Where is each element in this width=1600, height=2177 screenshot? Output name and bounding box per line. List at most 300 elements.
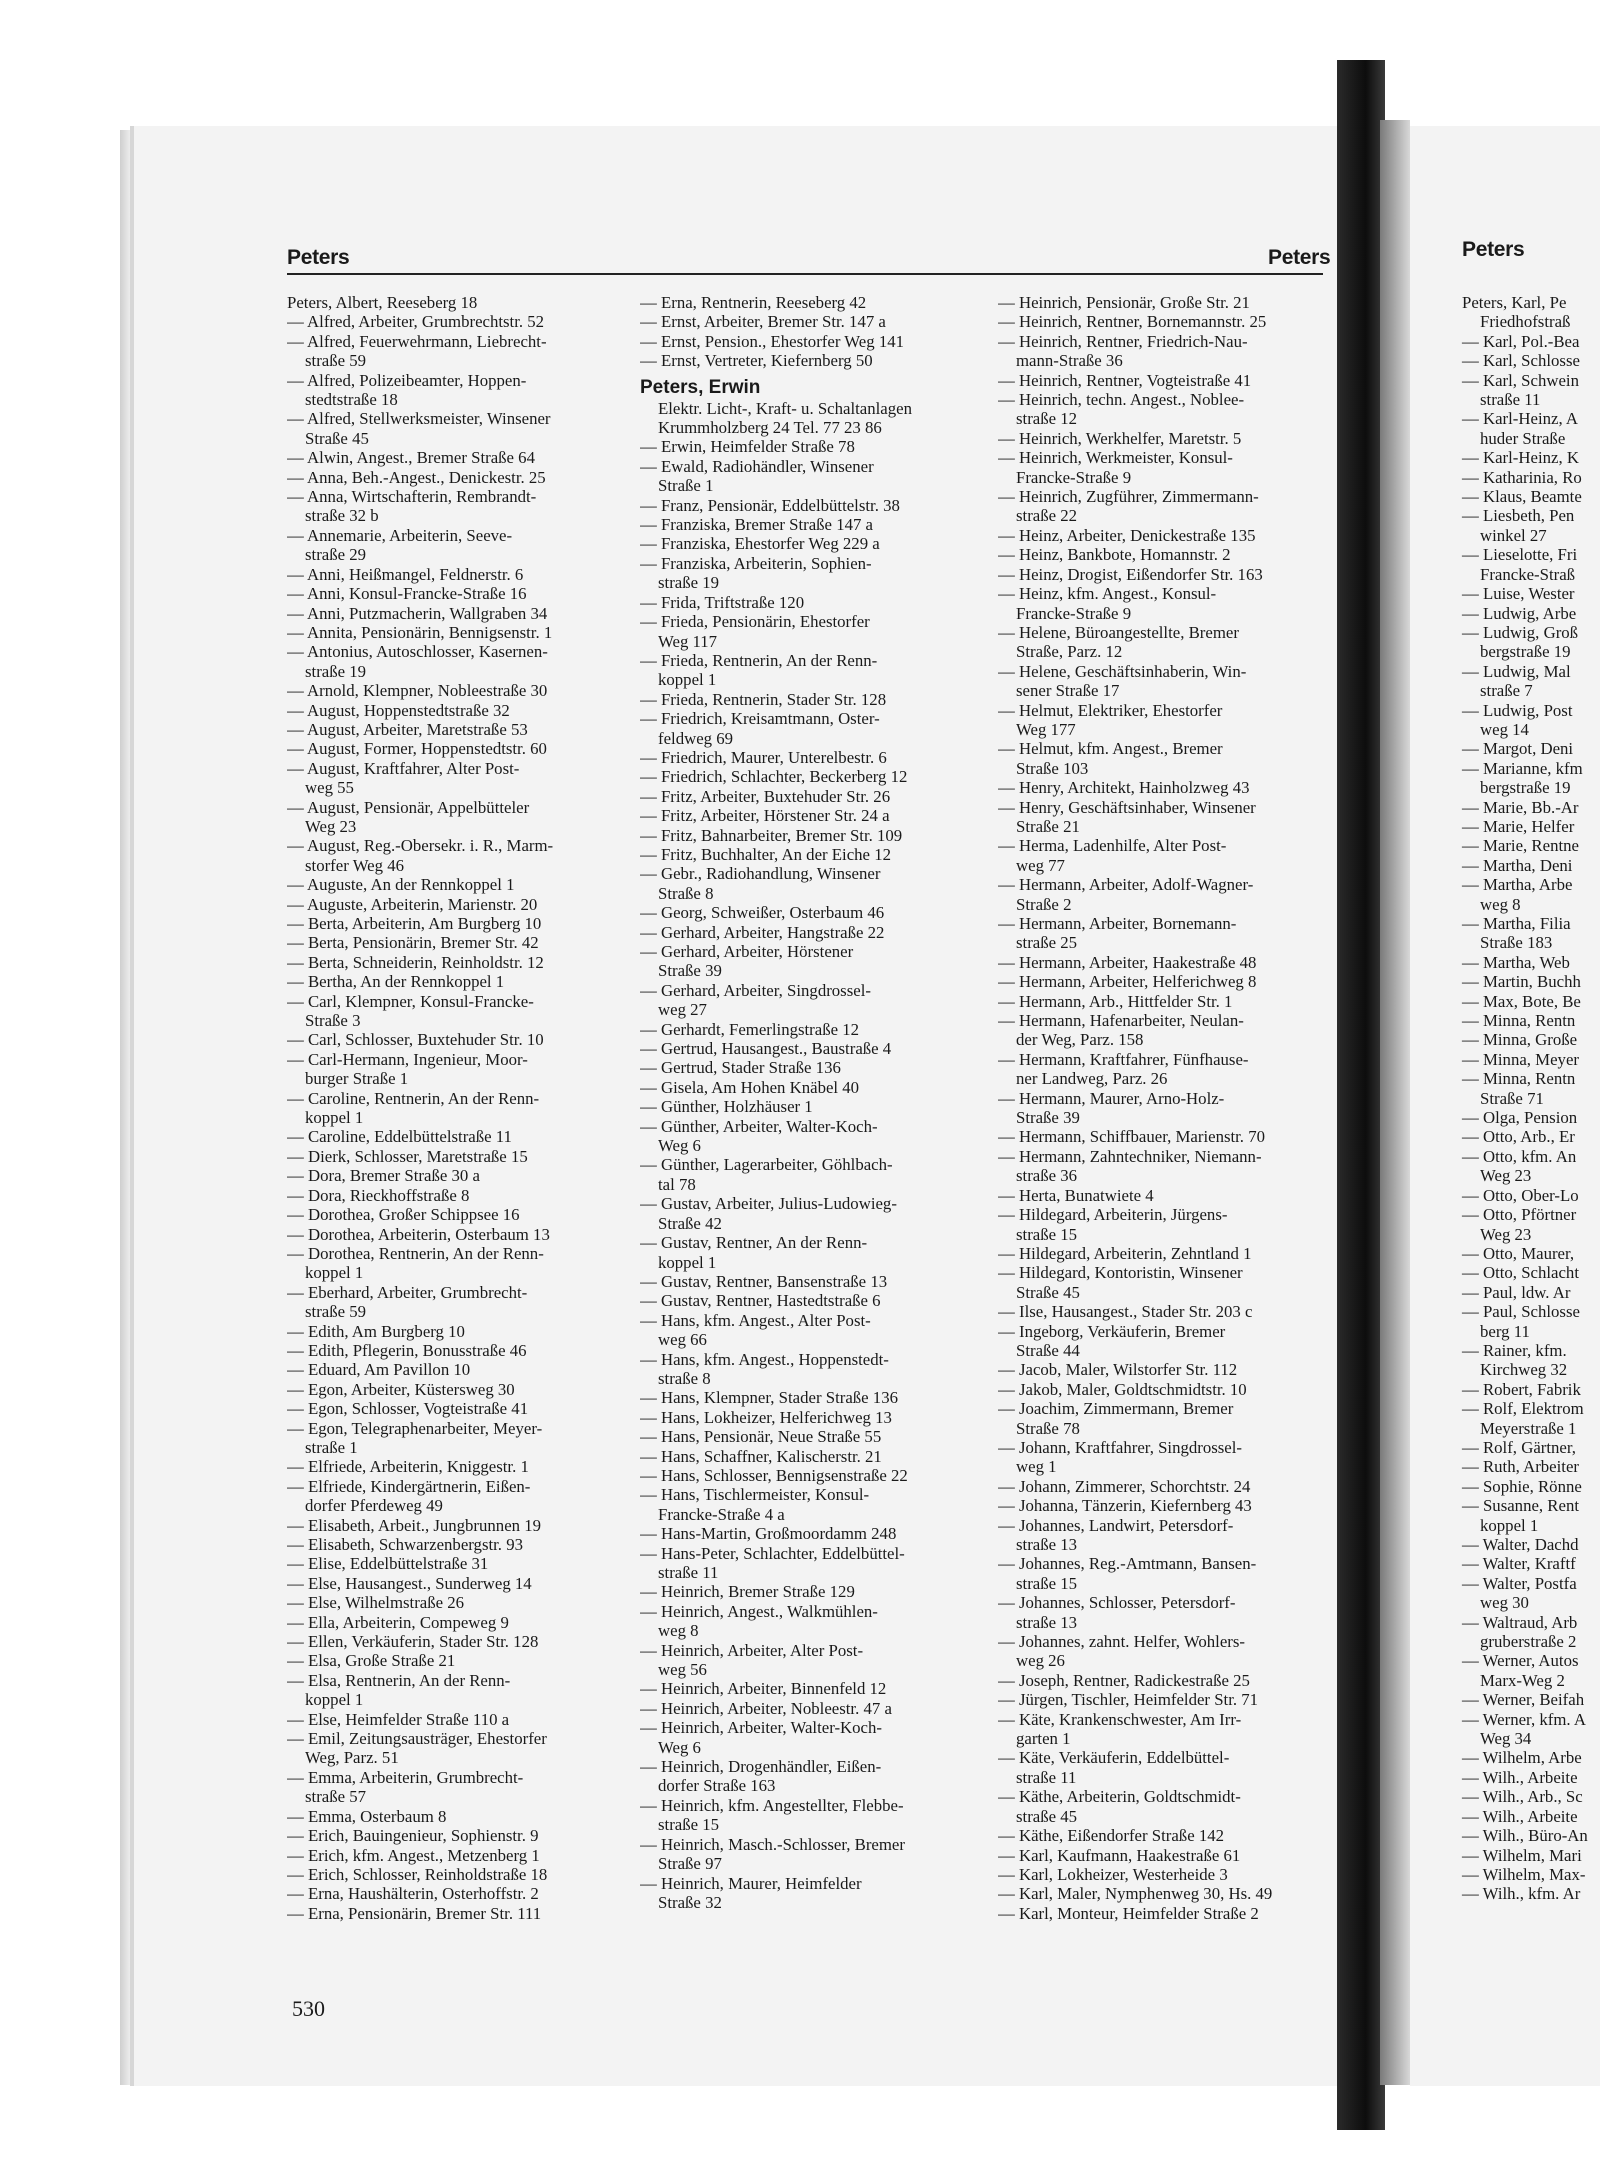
- directory-line: Weg 23: [1480, 1166, 1532, 1186]
- directory-line: — Heinrich, Masch.-Schlosser, Bremer: [640, 1834, 905, 1854]
- directory-line: — Ernst, Vertreter, Kiefernberg 50: [640, 351, 873, 371]
- directory-line: — Hermann, Arb., Hittfelder Str. 1: [998, 991, 1233, 1011]
- directory-line: Straße 32: [658, 1892, 722, 1912]
- directory-line: — Heinrich, Werkmeister, Konsul-: [998, 448, 1233, 468]
- directory-line: — August, Kraftfahrer, Alter Post-: [287, 758, 520, 778]
- directory-line: — Elfriede, Kindergärtnerin, Eißen-: [287, 1476, 531, 1496]
- directory-line: straße 12: [1016, 409, 1078, 429]
- directory-line: — Karl, Schlosse: [1462, 351, 1580, 371]
- directory-line: koppel 1: [658, 1252, 717, 1272]
- directory-line: — Heinrich, Rentner, Bornemannstr. 25: [998, 312, 1267, 332]
- directory-line: — Marie, Rentne: [1462, 836, 1579, 856]
- header-rule: [287, 273, 1323, 275]
- directory-line: Straße 8: [658, 883, 714, 903]
- directory-line: — Johann, Zimmerer, Schorchtstr. 24: [998, 1476, 1251, 1496]
- directory-line: — Alfred, Stellwerksmeister, Winsener: [287, 409, 551, 429]
- directory-line: — Fritz, Arbeiter, Buxtehuder Str. 26: [640, 786, 891, 806]
- directory-line: — Eduard, Am Pavillon 10: [287, 1360, 471, 1380]
- directory-line: — Gustav, Arbeiter, Julius-Ludowieg-: [640, 1194, 897, 1214]
- directory-line: — Wilhelm, Arbe: [1462, 1748, 1582, 1768]
- directory-line: der Weg, Parz. 158: [1016, 1030, 1144, 1050]
- directory-line: Weg 23: [1480, 1224, 1532, 1244]
- directory-line: — Fritz, Bahnarbeiter, Bremer Str. 109: [640, 825, 903, 845]
- directory-line: — Frieda, Pensionärin, Ehestorfer: [640, 612, 870, 632]
- directory-line: — Johann, Kraftfahrer, Singdrossel-: [998, 1437, 1242, 1457]
- directory-line: Weg 23: [305, 816, 357, 836]
- directory-line: — Emma, Arbeiterin, Grumbrecht-: [287, 1767, 524, 1787]
- directory-line: koppel 1: [305, 1108, 364, 1128]
- directory-line: — August, Hoppenstedtstraße 32: [287, 700, 510, 720]
- directory-line: — Herta, Bunatwiete 4: [998, 1185, 1154, 1205]
- directory-line: straße 19: [658, 573, 720, 593]
- directory-line: — Eberhard, Arbeiter, Grumbrecht-: [287, 1282, 528, 1302]
- directory-line: — Otto, Arb., Er: [1462, 1127, 1575, 1147]
- directory-line: — Ernst, Pension., Ehestorfer Weg 141: [640, 331, 905, 351]
- directory-line: — Paul, Schlosse: [1462, 1302, 1580, 1322]
- directory-line: straße 19: [305, 661, 367, 681]
- directory-line: Peters, Erwin: [640, 376, 761, 398]
- directory-line: — Klaus, Beamte: [1462, 487, 1582, 507]
- directory-line: weg 56: [658, 1660, 707, 1680]
- directory-line: Straße 45: [305, 428, 369, 448]
- directory-line: — Heinrich, Arbeiter, Walter-Koch-: [640, 1718, 882, 1738]
- directory-line: — Johannes, zahnt. Helfer, Wohlers-: [998, 1632, 1245, 1652]
- directory-line: — Caroline, Rentnerin, An der Renn-: [287, 1088, 540, 1108]
- directory-line: — Auguste, An der Rennkoppel 1: [287, 875, 515, 895]
- directory-line: koppel 1: [658, 670, 717, 690]
- directory-line: — Ilse, Hausangest., Stader Str. 203 c: [998, 1302, 1253, 1322]
- directory-line: — Rainer, kfm.: [1462, 1340, 1567, 1360]
- directory-line: — Ellen, Verkäuferin, Stader Str. 128: [287, 1632, 539, 1652]
- directory-line: Meyerstraße 1: [1480, 1418, 1577, 1438]
- directory-line: — Carl, Klempner, Konsul-Francke-: [287, 991, 534, 1011]
- directory-line: — Hans, kfm. Angest., Alter Post-: [640, 1310, 871, 1330]
- directory-line: — Hans, Tischlermeister, Konsul-: [640, 1485, 870, 1505]
- directory-line: — Wilh., Arbeite: [1462, 1767, 1578, 1787]
- directory-line: — Gerhard, Arbeiter, Singdrossel-: [640, 980, 871, 1000]
- directory-line: — August, Former, Hoppenstedtstr. 60: [287, 739, 547, 759]
- directory-line: — Gisela, Am Hohen Knäbel 40: [640, 1077, 860, 1097]
- directory-line: — Heinrich, Arbeiter, Alter Post-: [640, 1640, 864, 1660]
- directory-line: — Johannes, Schlosser, Petersdorf-: [998, 1593, 1236, 1613]
- directory-line: straße 7: [1480, 681, 1533, 701]
- directory-line: — Marie, Bb.-Ar: [1462, 797, 1579, 817]
- directory-line: Francke-Straß: [1480, 564, 1576, 584]
- directory-line: — Robert, Fabrik: [1462, 1379, 1581, 1399]
- directory-line: — Hermann, Maurer, Arno-Holz-: [998, 1088, 1225, 1108]
- directory-line: garten 1: [1016, 1729, 1071, 1749]
- directory-line: — Edith, Am Burgberg 10: [287, 1321, 465, 1341]
- directory-line: — Käte, Krankenschwester, Am Irr-: [998, 1709, 1242, 1729]
- directory-line: — Ewald, Radiohändler, Winsener: [640, 456, 874, 476]
- directory-line: — Johannes, Landwirt, Petersdorf-: [998, 1515, 1234, 1535]
- directory-line: — Heinrich, Drogenhändler, Eißen-: [640, 1757, 882, 1777]
- directory-line: — Helmut, kfm. Angest., Bremer: [998, 739, 1223, 759]
- directory-line: — Käthe, Eißendorfer Straße 142: [998, 1826, 1225, 1846]
- directory-line: — Erna, Haushälterin, Osterhoffstr. 2: [287, 1884, 539, 1904]
- directory-line: koppel 1: [305, 1690, 364, 1710]
- directory-line: bergstraße 19: [1480, 642, 1571, 662]
- directory-line: straße 59: [305, 351, 367, 371]
- directory-line: Straße 3: [305, 1011, 361, 1031]
- directory-line: — Carl, Schlosser, Buxtehuder Str. 10: [287, 1030, 544, 1050]
- directory-line: — Fritz, Buchhalter, An der Eiche 12: [640, 844, 891, 864]
- directory-line: Peters, Albert, Reeseberg 18: [287, 293, 478, 312]
- directory-line: — Elsa, Große Straße 21: [287, 1651, 456, 1671]
- directory-line: Weg, Parz. 51: [305, 1748, 399, 1768]
- directory-line: — Helene, Büroangestellte, Bremer: [998, 622, 1239, 642]
- directory-line: — Waltraud, Arb: [1462, 1612, 1578, 1632]
- directory-line: — Rolf, Elektrom: [1462, 1399, 1584, 1419]
- directory-line: koppel 1: [305, 1263, 364, 1283]
- directory-line: — Joseph, Rentner, Radickestraße 25: [998, 1670, 1250, 1690]
- directory-line: — Franziska, Bremer Straße 147 a: [640, 515, 874, 535]
- directory-line: weg 1: [1016, 1457, 1057, 1477]
- directory-line: — Else, Heimfelder Straße 110 a: [287, 1709, 510, 1729]
- directory-line: — Otto, Schlacht: [1462, 1263, 1579, 1283]
- directory-line: weg 30: [1480, 1593, 1529, 1613]
- directory-line: — Karl, Schwein: [1462, 370, 1579, 390]
- directory-column-3: [998, 293, 1328, 1923]
- directory-line: — Hermann, Arbeiter, Bornemann-: [998, 914, 1237, 933]
- directory-line: — Otto, Maurer,: [1462, 1243, 1575, 1263]
- directory-line: — Erich, Schlosser, Reinholdstraße 18: [287, 1864, 548, 1884]
- directory-line: — Martha, Arbe: [1462, 875, 1573, 895]
- directory-line: — Martin, Buchh: [1462, 972, 1581, 992]
- directory-line: — Sophie, Rönne: [1462, 1476, 1582, 1496]
- directory-line: — Hans, Schlosser, Bennigsenstraße 22: [640, 1465, 908, 1485]
- directory-line: ner Landweg, Parz. 26: [1016, 1069, 1168, 1089]
- directory-line: — Heinrich, Rentner, Vogteistraße 41: [998, 370, 1252, 390]
- right-page-column: [1462, 293, 1600, 1904]
- directory-line: — Heinrich, Arbeiter, Nobleestr. 47 a: [640, 1698, 892, 1718]
- directory-line: — Ruth, Arbeiter: [1462, 1457, 1579, 1477]
- directory-line: straße 13: [1016, 1535, 1078, 1554]
- directory-line: — Anni, Putzmacherin, Wallgraben 34: [287, 603, 548, 623]
- directory-line: — Minna, Rentn: [1462, 1011, 1576, 1031]
- directory-line: — Wilh., Arb., Sc: [1462, 1787, 1583, 1807]
- directory-line: dorfer Pferdeweg 49: [305, 1496, 443, 1516]
- directory-line: berg 11: [1480, 1321, 1530, 1341]
- directory-line: — Georg, Schweißer, Osterbaum 46: [640, 903, 885, 923]
- directory-line: — Otto, kfm. An: [1462, 1146, 1577, 1166]
- directory-line: straße 57: [305, 1787, 367, 1807]
- directory-line: — Jürgen, Tischler, Heimfelder Str. 71: [998, 1690, 1259, 1710]
- directory-line: straße 11: [1480, 390, 1541, 410]
- directory-line: — Günther, Arbeiter, Walter-Koch-: [640, 1116, 878, 1136]
- directory-line: — Karl, Monteur, Heimfelder Straße 2: [998, 1903, 1259, 1923]
- directory-line: weg 27: [658, 1000, 707, 1020]
- directory-line: winkel 27: [1480, 525, 1547, 545]
- directory-line: — Ludwig, Arbe: [1462, 603, 1577, 623]
- directory-line: — Gertrud, Hausangest., Baustraße 4: [640, 1039, 892, 1059]
- directory-line: — Caroline, Eddelbüttelstraße 11: [287, 1127, 512, 1147]
- directory-line: — Else, Hausangest., Sunderweg 14: [287, 1573, 532, 1593]
- directory-line: — Ludwig, Mal: [1462, 661, 1571, 681]
- directory-line: Straße 42: [658, 1213, 722, 1233]
- directory-line: Krummholzberg 24 Tel. 77 23 86: [658, 418, 882, 438]
- directory-line: Straße 45: [1016, 1282, 1080, 1302]
- directory-line: — Heinrich, Zugführer, Zimmermann-: [998, 487, 1259, 507]
- directory-line: — Elisabeth, Arbeit., Jungbrunnen 19: [287, 1515, 542, 1535]
- directory-line: straße 15: [1016, 1224, 1078, 1244]
- directory-line: straße 13: [1016, 1612, 1078, 1632]
- directory-line: — Annita, Pensionärin, Bennigsenstr. 1: [287, 622, 553, 642]
- directory-line: — Elfriede, Arbeiterin, Kniggestr. 1: [287, 1457, 529, 1477]
- directory-line: — Frieda, Rentnerin, An der Renn-: [640, 650, 878, 670]
- directory-line: Straße 21: [1016, 816, 1080, 836]
- directory-line: — Ludwig, Groß: [1462, 622, 1579, 642]
- directory-line: — Emil, Zeitungsausträger, Ehestorfer: [287, 1729, 547, 1749]
- directory-line: — Gustav, Rentner, Hastedtstraße 6: [640, 1291, 881, 1311]
- directory-line: — Hans, Schaffner, Kalischerstr. 21: [640, 1446, 882, 1466]
- directory-line: weg 14: [1480, 719, 1529, 739]
- directory-line: — Lieselotte, Fri: [1462, 545, 1578, 565]
- directory-line: weg 66: [658, 1330, 707, 1350]
- directory-line: straße 36: [1016, 1166, 1078, 1186]
- directory-line: — Alfred, Feuerwehrmann, Liebrecht-: [287, 331, 547, 351]
- directory-line: — Walter, Kraftf: [1462, 1554, 1576, 1574]
- directory-line: — Alfred, Arbeiter, Grumbrechtstr. 52: [287, 312, 545, 332]
- directory-line: — Liesbeth, Pen: [1462, 506, 1575, 526]
- directory-line: — Karl, Maler, Nymphenweg 30, Hs. 49: [998, 1884, 1273, 1904]
- right-page: [1410, 126, 1600, 2086]
- directory-line: — Egon, Arbeiter, Küstersweg 30: [287, 1379, 515, 1399]
- directory-column-2: [640, 293, 970, 1912]
- directory-line: Straße 183: [1480, 933, 1553, 953]
- directory-line: feldweg 69: [658, 728, 734, 748]
- directory-line: — Gerhardt, Femerlingstraße 12: [640, 1019, 860, 1039]
- directory-line: — Heinrich, Arbeiter, Binnenfeld 12: [640, 1679, 887, 1699]
- directory-line: — Elisabeth, Schwarzenbergstr. 93: [287, 1535, 523, 1554]
- directory-line: Weg 117: [658, 631, 718, 651]
- directory-line: weg 77: [1016, 855, 1065, 875]
- directory-line: — Karl, Pol.-Bea: [1462, 331, 1580, 351]
- directory-line: — Carl-Hermann, Ingenieur, Moor-: [287, 1049, 528, 1069]
- directory-line: Francke-Straße 9: [1016, 467, 1132, 487]
- page-left-edge: [120, 130, 130, 2085]
- spine-gutter: [1380, 120, 1410, 2085]
- directory-column-1: [287, 293, 617, 1923]
- directory-line: — Martha, Web: [1462, 952, 1570, 972]
- directory-line: — Berta, Schneiderin, Reinholdstr. 12: [287, 952, 544, 972]
- directory-line: straße 1: [305, 1437, 358, 1457]
- directory-line: — August, Pensionär, Appelbütteler: [287, 797, 530, 817]
- directory-line: — Heinrich, Pensionär, Große Str. 21: [998, 293, 1250, 312]
- directory-line: — Rolf, Gärtner,: [1462, 1437, 1576, 1457]
- directory-line: — Heinz, Arbeiter, Denickestraße 135: [998, 525, 1256, 545]
- directory-line: — Dorothea, Großer Schippsee 16: [287, 1205, 520, 1225]
- directory-line: straße 45: [1016, 1806, 1078, 1826]
- directory-line: — Wilh., kfm. Ar: [1462, 1884, 1581, 1904]
- directory-line: — Helmut, Elektriker, Ehestorfer: [998, 700, 1223, 720]
- directory-line: — Anna, Wirtschafterin, Rembrandt-: [287, 487, 537, 507]
- directory-line: — Alwin, Angest., Bremer Straße 64: [287, 448, 535, 468]
- directory-line: — Karl-Heinz, A: [1462, 409, 1579, 429]
- directory-line: gruberstraße 2: [1480, 1632, 1577, 1652]
- directory-line: — Fritz, Arbeiter, Hörstener Str. 24 a: [640, 806, 890, 826]
- directory-line: — Hildegard, Arbeiterin, Zehntland 1: [998, 1243, 1252, 1263]
- directory-line: — Friedrich, Kreisamtmann, Oster-: [640, 709, 880, 729]
- directory-line: Straße 71: [1480, 1088, 1544, 1108]
- directory-line: — Gertrud, Stader Straße 136: [640, 1058, 841, 1078]
- running-head-left: Peters: [287, 246, 350, 269]
- directory-line: — Jakob, Maler, Goldtschmidtstr. 10: [998, 1379, 1247, 1399]
- directory-line: Francke-Straße 9: [1016, 603, 1132, 623]
- directory-line: — Karl, Lokheizer, Westerheide 3: [998, 1864, 1228, 1884]
- directory-line: — Hermann, Kraftfahrer, Fünfhause-: [998, 1049, 1249, 1069]
- directory-line: — Werner, Autos: [1462, 1651, 1579, 1671]
- directory-line: weg 26: [1016, 1651, 1065, 1671]
- directory-line: — Hermann, Arbeiter, Adolf-Wagner-: [998, 875, 1254, 895]
- directory-line: — Minna, Rentn: [1462, 1069, 1576, 1089]
- directory-line: Francke-Straße 4 a: [658, 1504, 785, 1524]
- directory-line: — Arnold, Klempner, Nobleestraße 30: [287, 681, 548, 701]
- directory-line: — Hans, Lokheizer, Helferichweg 13: [640, 1407, 892, 1427]
- directory-line: — Gerhard, Arbeiter, Hangstraße 22: [640, 922, 885, 942]
- directory-line: storfer Weg 46: [305, 855, 404, 875]
- directory-line: huder Straße: [1480, 428, 1566, 448]
- directory-line: Friedhofstraß: [1480, 312, 1571, 332]
- directory-line: — Elsa, Rentnerin, An der Renn-: [287, 1670, 511, 1690]
- directory-line: — Hans, kfm. Angest., Hoppenstedt-: [640, 1349, 889, 1369]
- directory-line: — Erich, Bauingenieur, Sophienstr. 9: [287, 1826, 539, 1846]
- directory-line: Straße 97: [658, 1854, 722, 1874]
- directory-line: Weg 6: [658, 1136, 701, 1156]
- directory-line: Straße 44: [1016, 1340, 1080, 1360]
- directory-line: — Dorothea, Arbeiterin, Osterbaum 13: [287, 1224, 550, 1244]
- directory-line: — Minna, Große: [1462, 1030, 1578, 1050]
- directory-line: — Susanne, Rent: [1462, 1496, 1579, 1516]
- directory-line: — Karl-Heinz, K: [1462, 448, 1579, 468]
- directory-line: — Werner, kfm. A: [1462, 1709, 1586, 1729]
- directory-line: — Max, Bote, Be: [1462, 991, 1581, 1011]
- directory-line: — Paul, ldw. Ar: [1462, 1282, 1571, 1302]
- directory-line: tal 78: [658, 1174, 696, 1194]
- directory-line: — Bertha, An der Rennkoppel 1: [287, 972, 505, 992]
- directory-line: — Alfred, Polizeibeamter, Hoppen-: [287, 370, 527, 390]
- book-spine: [1337, 60, 1385, 2130]
- directory-line: — Elise, Eddelbüttelstraße 31: [287, 1554, 489, 1574]
- directory-line: Straße 103: [1016, 758, 1089, 778]
- directory-line: — Martha, Filia: [1462, 914, 1571, 933]
- directory-line: — Franziska, Ehestorfer Weg 229 a: [640, 534, 880, 554]
- directory-line: straße 32 b: [305, 506, 379, 526]
- directory-line: straße 22: [1016, 506, 1078, 526]
- directory-line: — Hermann, Hafenarbeiter, Neulan-: [998, 1011, 1244, 1031]
- directory-line: — Gustav, Rentner, Bansenstraße 13: [640, 1271, 888, 1291]
- directory-line: weg 55: [305, 778, 354, 798]
- directory-line: — Franziska, Arbeiterin, Sophien-: [640, 553, 872, 573]
- directory-line: — Käte, Verkäuferin, Eddelbüttel-: [998, 1748, 1230, 1768]
- directory-line: Peters, Karl, Pe: [1462, 293, 1567, 312]
- directory-line: — Egon, Telegraphenarbeiter, Meyer-: [287, 1418, 543, 1438]
- directory-line: — Johanna, Tänzerin, Kiefernberg 43: [998, 1496, 1252, 1516]
- directory-line: — Friedrich, Maurer, Unterelbestr. 6: [640, 747, 887, 767]
- directory-line: weg 8: [1480, 894, 1521, 914]
- directory-line: — Walter, Dachd: [1462, 1535, 1579, 1554]
- directory-line: Straße 2: [1016, 894, 1072, 914]
- directory-line: bergstraße 19: [1480, 778, 1571, 798]
- directory-line: — Otto, Pförtner: [1462, 1205, 1577, 1225]
- directory-line: straße 59: [305, 1302, 367, 1322]
- directory-line: — Heinz, kfm. Angest., Konsul-: [998, 584, 1217, 604]
- directory-line: straße 8: [658, 1368, 711, 1388]
- directory-line: — Günther, Holzhäuser 1: [640, 1097, 813, 1117]
- directory-line: — Erna, Pensionärin, Bremer Str. 111: [287, 1903, 542, 1923]
- directory-line: — Frida, Triftstraße 120: [640, 592, 805, 612]
- directory-line: Straße, Parz. 12: [1016, 642, 1123, 662]
- directory-line: — Heinrich, kfm. Angestellter, Flebbe-: [640, 1795, 904, 1815]
- directory-line: — Jacob, Maler, Wilstorfer Str. 112: [998, 1360, 1238, 1380]
- directory-line: — Wilh., Büro-An: [1462, 1826, 1588, 1846]
- directory-line: — Käthe, Arbeiterin, Goldtschmidt-: [998, 1787, 1241, 1807]
- directory-line: — Heinrich, Rentner, Friedrich-Nau-: [998, 331, 1248, 351]
- directory-line: — Otto, Ober-Lo: [1462, 1185, 1579, 1205]
- directory-line: — Helene, Geschäftsinhaberin, Win-: [998, 661, 1247, 681]
- directory-line: — Hermann, Schiffbauer, Marienstr. 70: [998, 1127, 1265, 1147]
- directory-line: straße 11: [658, 1563, 719, 1582]
- directory-line: — Ernst, Arbeiter, Bremer Str. 147 a: [640, 312, 886, 332]
- directory-line: — Olga, Pension: [1462, 1108, 1578, 1128]
- directory-line: — Hans, Pensionär, Neue Straße 55: [640, 1427, 882, 1447]
- directory-line: stedtstraße 18: [305, 390, 398, 410]
- directory-line: — Heinrich, Maurer, Heimfelder: [640, 1873, 862, 1893]
- directory-line: — Joachim, Zimmermann, Bremer: [998, 1399, 1234, 1419]
- directory-line: — Auguste, Arbeiterin, Marienstr. 20: [287, 894, 538, 914]
- directory-line: — Ella, Arbeiterin, Compeweg 9: [287, 1612, 509, 1632]
- directory-line: Straße 39: [1016, 1108, 1080, 1128]
- directory-line: — Hildegard, Arbeiterin, Jürgens-: [998, 1205, 1228, 1225]
- directory-line: — Karl, Kaufmann, Haakestraße 61: [998, 1845, 1241, 1865]
- directory-line: — Johannes, Reg.-Amtmann, Bansen-: [998, 1554, 1257, 1574]
- directory-line: — August, Reg.-Obersekr. i. R., Marm-: [287, 836, 554, 856]
- directory-line: — Erwin, Heimfelder Straße 78: [640, 437, 855, 457]
- directory-line: — Marie, Helfer: [1462, 816, 1575, 836]
- directory-line: — Wilh., Arbeite: [1462, 1806, 1578, 1826]
- directory-line: — Heinrich, Angest., Walkmühlen-: [640, 1601, 878, 1621]
- directory-line: — Henry, Architekt, Hainholzweg 43: [998, 778, 1250, 798]
- directory-line: — Ludwig, Post: [1462, 700, 1573, 720]
- directory-line: — Annemarie, Arbeiterin, Seeve-: [287, 525, 513, 545]
- directory-line: Weg 6: [658, 1737, 701, 1757]
- directory-line: burger Straße 1: [305, 1069, 409, 1089]
- directory-line: — Erna, Rentnerin, Reeseberg 42: [640, 293, 867, 312]
- directory-line: straße 29: [305, 545, 367, 565]
- directory-line: — Minna, Meyer: [1462, 1049, 1579, 1069]
- directory-line: — Gebr., Radiohandlung, Winsener: [640, 864, 881, 884]
- directory-line: sener Straße 17: [1016, 681, 1120, 701]
- directory-line: — Luise, Wester: [1462, 584, 1575, 604]
- directory-line: — Herma, Ladenhilfe, Alter Post-: [998, 836, 1227, 856]
- directory-line: — Gustav, Rentner, An der Renn-: [640, 1233, 868, 1253]
- directory-line: — Gerhard, Arbeiter, Hörstener: [640, 942, 854, 961]
- directory-line: Elektr. Licht-, Kraft- u. Schaltanlagen: [658, 398, 912, 418]
- directory-line: — Berta, Pensionärin, Bremer Str. 42: [287, 933, 539, 953]
- directory-line: — Franz, Pensionär, Eddelbüttelstr. 38: [640, 495, 900, 515]
- directory-line: Weg 34: [1480, 1729, 1532, 1749]
- directory-line: — Edith, Pflegerin, Bonusstraße 46: [287, 1340, 527, 1360]
- directory-line: — Martha, Deni: [1462, 855, 1573, 875]
- directory-line: — Hans-Martin, Großmoordamm 248: [640, 1524, 897, 1544]
- directory-line: — Heinrich, techn. Angest., Noblee-: [998, 390, 1245, 410]
- directory-line: — Dora, Rieckhoffstraße 8: [287, 1185, 470, 1205]
- directory-line: Weg 177: [1016, 719, 1076, 739]
- directory-line: weg 8: [658, 1621, 699, 1641]
- directory-line: — Hans, Klempner, Stader Straße 136: [640, 1388, 898, 1408]
- directory-line: — Dorothea, Rentnerin, An der Renn-: [287, 1243, 544, 1263]
- directory-line: — Wilhelm, Max-: [1462, 1864, 1586, 1884]
